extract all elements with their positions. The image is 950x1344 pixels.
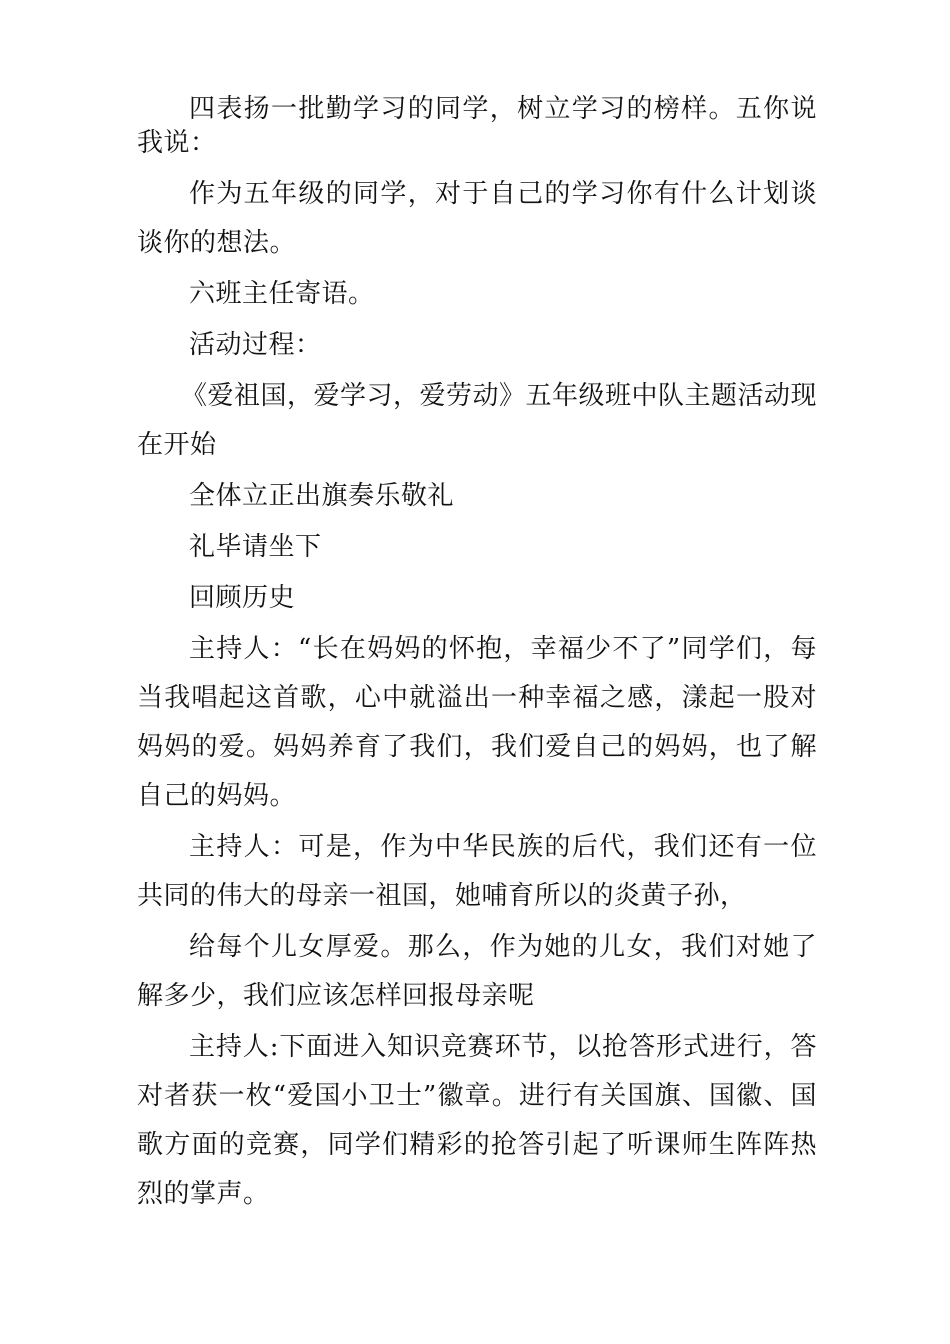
- paragraph-host-mother-song: 主持人：“长在妈妈的怀抱，幸福少不了”同学们，每当我唱起这首歌，心中就溢出一种幸福之感，漾起一股对妈妈的爱。妈妈养育了我们，我们爱自己的妈妈，也了解自己的妈妈。: [137, 634, 817, 811]
- document-body: [137, 92, 817, 1221]
- paragraph-activity-process: 活动过程：: [189, 330, 322, 360]
- paragraph-sit-down: 礼毕请坐下: [189, 532, 322, 562]
- paragraph-knowledge-contest: 主持人:下面进入知识竞赛环节，以抢答形式进行，答对者获一枚“爱国小卫士”徽章。进行有关国旗、国徽、国歌方面的竞赛，同学们精彩的抢答引起了听课师生阵阵热烈的掌声。: [137, 1032, 817, 1209]
- paragraph-activity-start: 《爱祖国，爱学习，爱劳动》五年级班中队主题活动现在开始: [137, 381, 818, 460]
- paragraph-repay-mother: 给每个儿女厚爱。那么，作为她的儿女，我们对她了解多少，我们应该怎样回报母亲呢: [137, 932, 817, 1011]
- paragraph-commend-students: 四表扬一批勤学习的同学，树立学习的榜样。五你说我说：: [137, 94, 817, 158]
- paragraph-flag-ceremony: 全体立正出旗奏乐敬礼: [189, 481, 455, 511]
- paragraph-teacher-message: 六班主任寄语。: [189, 279, 375, 309]
- paragraph-host-motherland: 主持人：可是，作为中华民族的后代，我们还有一位共同的伟大的母亲一祖国，她哺育所以的炎黄子孙，: [137, 832, 817, 911]
- paragraph-fifth-grade-plan: 作为五年级的同学，对于自己的学习你有什么计划谈谈你的想法。: [137, 179, 817, 258]
- paragraph-review-history: 回顾历史: [189, 583, 296, 613]
